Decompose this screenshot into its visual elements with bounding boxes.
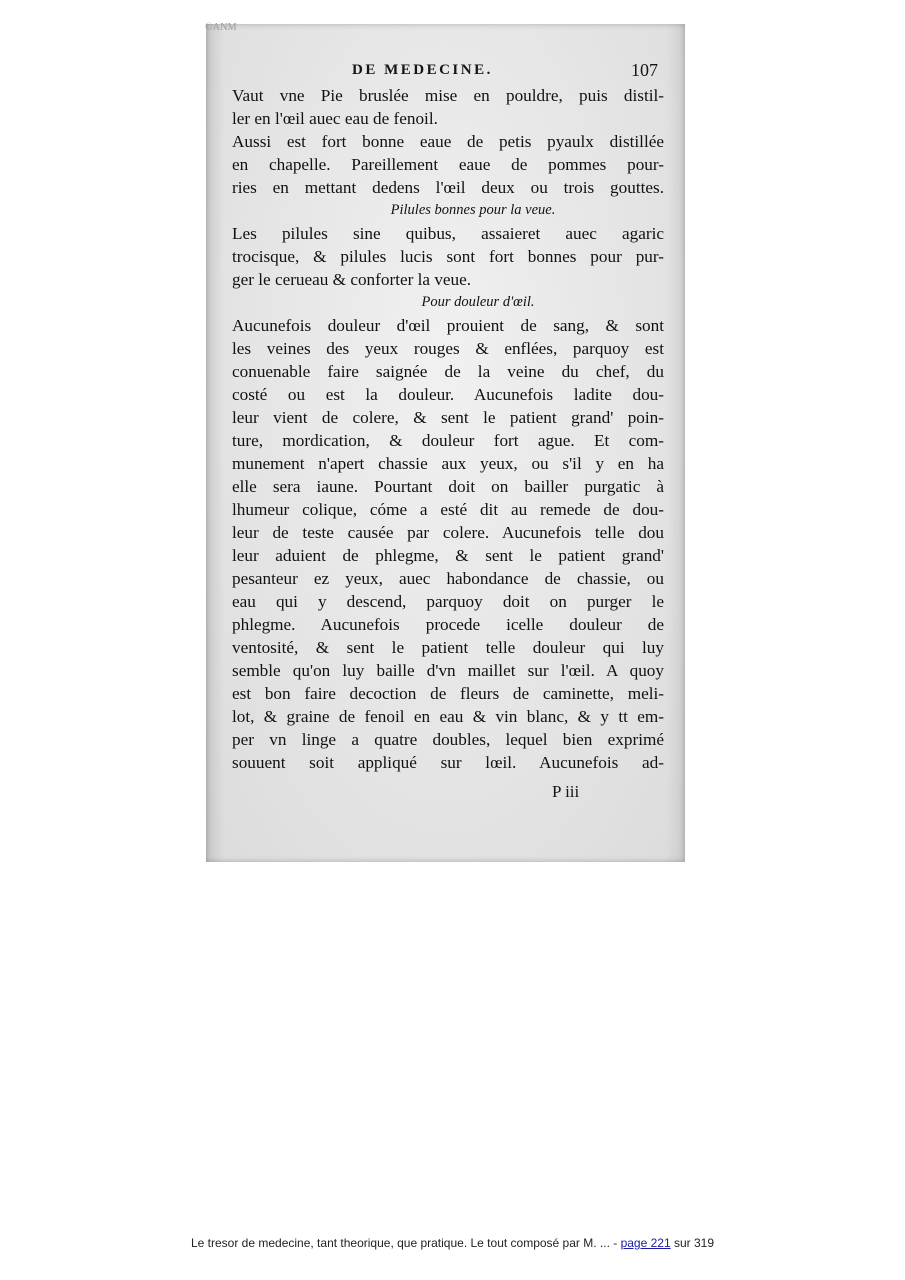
text-line: les veines des yeux rouges & enflées, parquoy est [232,339,664,358]
text-line: ger le cerueau & conforter la veue. [232,270,472,289]
text-line: pesanteur ez yeux, auec habondance de chassie, ou [232,569,664,588]
text-line: leur de teste causée par colere. Aucunefois telle dou [232,523,664,542]
footer [0,1236,905,1250]
text-line: Aussi est fort bonne eaue de petis pyaulx distillée [232,132,664,151]
text-line: ries en mettant dedens l'œil deux ou trois gouttes. [232,178,664,197]
text-line: eau qui y descend, parquoy doit on purger le [232,592,664,611]
text-line: Aucunefois douleur d'œil prouient de sang, & sont [232,316,664,335]
text-line: costé ou est la douleur. Aucunefois ladite dou- [232,385,664,404]
text-line: semble qu'on luy baille d'vn maillet sur l'œil. A quoy [232,661,664,680]
footer-page-count: sur 319 [673,1236,715,1250]
text-line: Vaut vne Pie bruslée mise en pouldre, puis distil- [232,86,664,105]
text-line: phlegme. Aucunefois procede icelle douleur de [232,615,664,634]
text-line: leur aduient de phlegme, & sent le patient grand' [232,546,664,565]
text-line: ventosité, & sent le patient telle douleur qui luy [232,638,664,657]
text-line: elle sera iaune. Pourtant doit on bailler purgatic à [232,477,664,496]
text-line: munement n'apert chassie aux yeux, ou s'il y en ha [232,454,664,473]
text-line: conuenable faire saignée de la veine du chef, du [232,362,664,381]
watermark: ©ANM [205,22,237,33]
running-title: DE MEDECINE. [352,62,493,78]
text-line: ture, mordication, & douleur fort ague. Et com- [232,431,664,450]
text-line: leur vient de colere, & sent le patient grand' poin- [232,408,664,427]
page-number: 107 [631,60,658,80]
text-line: lot, & graine de fenoil en eau & vin blanc, & y tt em- [232,707,664,726]
text-line: ler en l'œil auec eau de fenoil. [232,109,438,128]
page-text [232,84,664,774]
text-line: est bon faire decoction de fleurs de caminette, meli- [232,684,664,703]
page-link[interactable]: page 221 [620,1236,671,1250]
text-line: Les pilules sine quibus, assaieret auec agaric [232,224,664,243]
footer-title: Le tresor de medecine, tant theorique, que pratique. Le tout composé par M. ... - [190,1236,618,1250]
section-heading: Pour douleur d'œil. [421,294,535,310]
running-head [230,62,662,82]
text-line: per vn linge a quatre doubles, lequel bien exprimé [232,730,664,749]
signature-mark: P iii [552,782,580,801]
section-heading: Pilules bonnes pour la veue. [390,202,556,218]
text-line: trocisque, & pilules lucis sont fort bonnes pour pur- [232,247,664,266]
text-line: en chapelle. Pareillement eaue de pommes pour- [232,155,664,174]
text-line: lhumeur colique, cóme a esté dit au remede de dou- [232,500,664,519]
text-line: souuent soit appliqué sur lœil. Aucunefois ad- [232,753,664,772]
